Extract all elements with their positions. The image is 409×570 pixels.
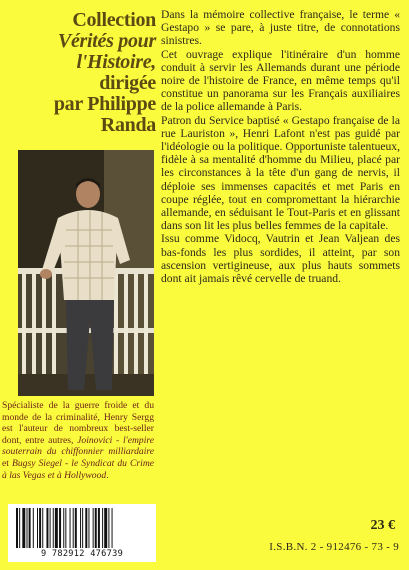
barcode-bar bbox=[93, 508, 94, 548]
summary-paragraph: Issu comme Vidocq, Vautrin et Jean Valjean des bas-fonds les plus sordides, il atteint, par son ascension vertigineuse, aux plus hauts sommets dont ait jamais rêvé cervelle de truand. bbox=[161, 232, 400, 286]
barcode-bar bbox=[63, 508, 64, 548]
collection-line: l'Histoire, bbox=[76, 51, 156, 73]
barcode-bar bbox=[29, 508, 31, 548]
isbn: I.S.B.N. 2 - 912476 - 73 - 9 bbox=[269, 541, 399, 553]
bio-book-title: Bugsy Siegel - le Syndicat du Crime à las Vegas et à Hollywood bbox=[2, 457, 154, 481]
collection-title bbox=[38, 10, 156, 136]
author-photo bbox=[18, 150, 154, 396]
bio-text: . bbox=[106, 469, 109, 481]
barcode-bar bbox=[39, 508, 41, 548]
barcode-bar bbox=[55, 508, 58, 548]
barcode-bar bbox=[104, 508, 107, 548]
barcode-bar bbox=[42, 508, 43, 548]
summary-paragraph: Dans la mémoire collective française, le terme « Gestapo » se pare, à juste titre, de connotations sinistres. bbox=[161, 8, 400, 48]
barcode-bar bbox=[37, 508, 38, 548]
barcode-bar bbox=[59, 508, 61, 548]
author-bio bbox=[2, 400, 154, 481]
barcode-bar bbox=[27, 508, 28, 548]
summary-paragraph: Cet ouvrage explique l'itinéraire d'un homme conduit à servir les Allemands durant une période noire de l'histoire de France, en même temps qu'il constitue un panorama sur les Français auxiliaires de la police allemande à Paris. bbox=[161, 47, 400, 114]
barcode-bar bbox=[19, 508, 20, 548]
author-photo-illustration bbox=[18, 150, 154, 396]
collection-line: Collection bbox=[72, 9, 156, 31]
barcode-bar bbox=[85, 508, 87, 548]
barcode-bar bbox=[33, 508, 34, 548]
barcode-bar bbox=[53, 508, 54, 548]
summary-text bbox=[161, 8, 400, 285]
barcode-bar bbox=[50, 508, 51, 548]
collection-line: Randa bbox=[100, 114, 156, 136]
barcode-bar bbox=[112, 508, 113, 548]
barcode-bar bbox=[70, 508, 71, 548]
bio-text: Spécialiste de la guerre froide et du monde de la criminalité, Henry Sergg est l'auteur de nombreux best-seller dont, entre autres, bbox=[2, 400, 154, 446]
collection-line: par Philippe bbox=[53, 93, 156, 115]
barcode-bar bbox=[16, 508, 18, 548]
barcode-bar bbox=[98, 508, 100, 548]
barcode-bar bbox=[22, 508, 25, 548]
barcode-bar bbox=[65, 508, 66, 548]
bio-book-title: Joinovici - l'empire souterrain du chiffonnier milliardaire bbox=[2, 434, 154, 458]
barcode-bar bbox=[88, 508, 89, 548]
barcode-bar bbox=[80, 508, 81, 548]
barcode-bar bbox=[73, 508, 74, 548]
barcode-bar bbox=[95, 508, 97, 548]
barcode-bar bbox=[82, 508, 83, 548]
barcode-bar bbox=[102, 508, 103, 548]
barcode-bar bbox=[108, 508, 109, 548]
barcode-bars bbox=[8, 504, 156, 549]
barcode-bar bbox=[46, 508, 48, 548]
bio-text: et bbox=[2, 457, 12, 469]
price: 23 € bbox=[370, 518, 395, 533]
barcode-digits: 9 782912 476739 bbox=[8, 549, 156, 559]
collection-line: dirigée bbox=[99, 72, 156, 94]
collection-line: Vérités pour bbox=[57, 30, 156, 52]
barcode-bar bbox=[75, 508, 77, 548]
summary-paragraph: Patron du Service baptisé « Gestapo française de la rue Lauriston », Henri Lafont n'est pas guidé par l'idéologie ou la politique. Opportuniste talentueux, fidèle à sa mentalité d'homme du Milieu, placé par les circonstances à la tête d'un gang de nervis, il déploie ses immenses capacités et met Paris en coupe réglée, tout en compromettant la hiérarchie allemande, en séduisant le Tout-Paris et en glissant dans son lit les plus belles femmes de la capitale. bbox=[161, 113, 400, 233]
